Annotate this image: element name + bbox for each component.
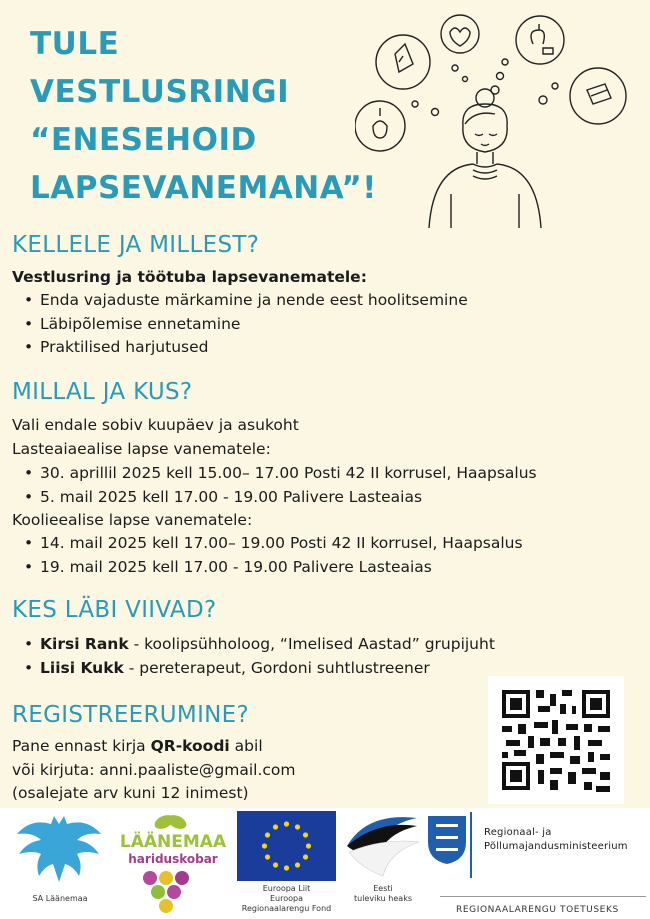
eu-stars-icon — [237, 811, 336, 881]
eagle-icon — [14, 812, 104, 886]
section-heading-who-what: KELLELE JA MILLEST? — [12, 232, 260, 258]
ministry-divider — [470, 812, 472, 878]
qr-code-label: QR-koodi — [150, 737, 230, 755]
eesti-label-2: tuleviku heaks — [353, 894, 412, 903]
list-item — [24, 633, 495, 657]
list-item: • Praktilised harjutused — [24, 336, 468, 360]
eu-label-2: Euroopa — [269, 894, 303, 903]
list-item — [24, 657, 495, 681]
grape-cluster-icon — [140, 870, 200, 914]
topics-list — [24, 289, 468, 360]
list-item: • Enda vajaduste märkamine ja nende eest hoolitsemine — [24, 289, 468, 313]
laanemaa-logo-text: LÄÄNEMAA — [119, 832, 227, 852]
thinking-woman-illustration — [355, 14, 635, 229]
ministry-name-line2: Põllumajandusministeerium — [484, 841, 628, 852]
section-heading-hosts: KES LÄBI VIIVAD? — [12, 597, 217, 623]
email-link[interactable]: anni.paaliste@gmail.com — [99, 761, 296, 779]
hariduskobar-text: hariduskobar — [128, 852, 218, 866]
coat-of-arms-icon — [426, 814, 468, 866]
list-item: • 14. mail 2025 kell 17.00– 19.00 Posti 42 II korrusel, Haapsalus — [24, 532, 523, 556]
registration-line-qr: Pane ennast kirja QR-koodi abil — [12, 737, 263, 755]
section2-intro: Vali endale sobiv kuupäev ja asukoht — [12, 416, 299, 434]
title-line: “ENESEHOID — [30, 122, 257, 158]
host-description: - pereterapeut, Gordoni suhtlustreener — [123, 658, 430, 677]
section-heading-registration: REGISTREERUMINE? — [12, 702, 250, 728]
sponsor-logos-footer — [0, 808, 650, 919]
host-description: - koolipsühholoog, “Imelised Aastad” grupijuht — [128, 635, 495, 653]
school-parents-label: Koolieealise lapse vanematele: — [12, 511, 253, 529]
list-item: • 30. aprillil 2025 kell 15.00– 17.00 Posti 42 II korrusel, Haapsalus — [24, 462, 537, 486]
kindergarten-parents-label: Lasteaiaealise lapse vanematele: — [12, 440, 271, 458]
title-line: LAPSEVANEMANA”! — [30, 170, 377, 206]
ministry-bottom-rule — [440, 896, 646, 897]
leaf-icon — [150, 810, 190, 832]
list-item: • Läbipõlemise ennetamine — [24, 313, 468, 337]
section1-intro: Vestlusring ja töötuba lapsevanematele: — [12, 268, 367, 286]
list-item: • 5. mail 2025 kell 17.00 - 19.00 Palivere Lasteaias — [24, 486, 537, 510]
ministry-tagline: REGIONAALARENGU TOETUSEKS — [456, 905, 619, 915]
ministry-name-line1: Regionaal- ja — [484, 827, 552, 838]
qr-code-icon — [488, 676, 624, 804]
eu-label-1: Euroopa Liit — [262, 884, 311, 893]
section-heading-when-where: MILLAL JA KUS? — [12, 379, 193, 405]
school-sessions-list — [24, 532, 523, 579]
kindergarten-sessions-list — [24, 462, 537, 509]
eesti-label-1: Eesti — [373, 884, 393, 893]
registration-line-email: või kirjuta: anni.paaliste@gmail.com — [12, 761, 296, 779]
participant-limit-note: (osalejate arv kuni 12 inimest) — [12, 784, 249, 802]
list-item: • 19. mail 2025 kell 17.00 - 19.00 Palivere Lasteaias — [24, 556, 523, 580]
eu-flag — [237, 811, 336, 881]
title-line: TULE — [30, 26, 120, 62]
host-name: Liisi Kukk — [40, 658, 124, 677]
eu-label-3: Regionaalarengu Fond — [241, 904, 332, 913]
hosts-list — [24, 633, 495, 680]
registration-qr-code[interactable] — [488, 676, 624, 804]
title-line: VESTLUSRINGI — [30, 74, 290, 110]
host-name: Kirsi Rank — [40, 635, 129, 653]
eesti-flag-swoosh-icon — [343, 812, 423, 880]
sa-laanemaa-label: SA Läänemaa — [32, 894, 88, 903]
